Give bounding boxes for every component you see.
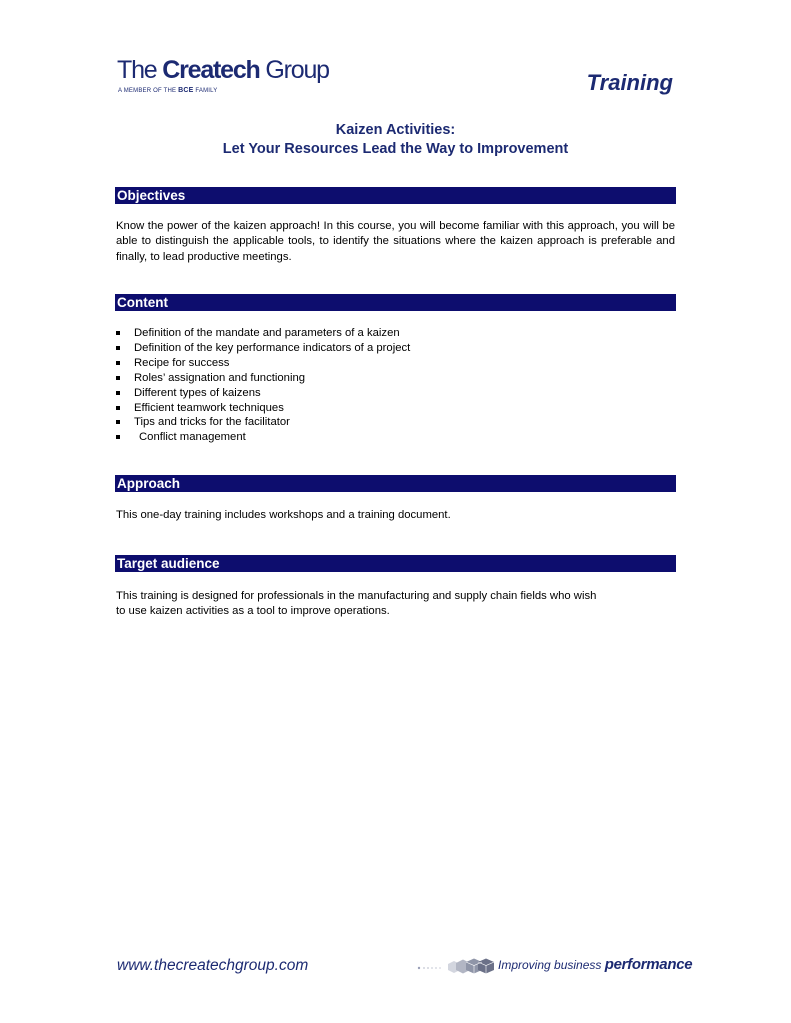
section-heading-content: Content: [115, 294, 676, 311]
logo-word-createch: Createch: [162, 56, 260, 84]
list-item: Efficient teamwork techniques: [116, 401, 410, 416]
section-heading-target-audience: Target audience: [115, 555, 676, 572]
list-item: Roles’ assignation and functioning: [116, 371, 410, 386]
cubes-graphic-icon: [416, 958, 494, 974]
list-item: Definition of the key performance indicators of a project: [116, 341, 410, 356]
list-item: Definition of the mandate and parameters of a kaizen: [116, 326, 410, 341]
objectives-text: Know the power of the kaizen approach! In this course, you will become familiar with this approach, you will be able to distinguish the applicable tools, to identify the situations where the kaizen approach is preferable and finally, to lead productive meetings.: [116, 220, 675, 263]
section-heading-approach: Approach: [115, 475, 676, 492]
document-title-line1: Kaizen Activities:: [335, 122, 456, 138]
tagline-bold: performance: [604, 956, 693, 973]
approach-text: This one-day training includes workshops and a training document.: [116, 509, 451, 521]
training-label: Training: [586, 70, 673, 95]
logo-wordmark: [117, 56, 329, 84]
logo-sub-prefix: A MEMBER OF THE: [118, 88, 179, 94]
logo-tagline: [118, 87, 329, 94]
section-heading-objectives: Objectives: [115, 187, 676, 204]
content-list: [116, 326, 410, 445]
target-audience-line1: This training is designed for professionals in the manufacturing and supply chain fields who wish: [116, 590, 597, 602]
document-title-line2: Let Your Resources Lead the Way to Improvement: [222, 141, 569, 157]
list-item: Conflict management: [116, 430, 410, 445]
company-logo: [117, 56, 329, 94]
target-audience-line2: to use kaizen activities as a tool to improve operations.: [116, 605, 390, 617]
tagline-prefix: Improving business: [498, 958, 605, 972]
list-item: Different types of kaizens: [116, 386, 410, 401]
list-item: Recipe for success: [116, 356, 410, 371]
logo-sub-suffix: FAMILY: [193, 88, 218, 94]
logo-word-group: Group: [259, 56, 329, 84]
logo-word-the: The: [117, 56, 163, 84]
logo-sub-bce: BCE: [178, 87, 194, 94]
list-item: Tips and tricks for the facilitator: [116, 415, 410, 430]
footer-tagline: [498, 956, 692, 973]
footer-website-link[interactable]: www.thecreatechgroup.com: [117, 957, 309, 974]
